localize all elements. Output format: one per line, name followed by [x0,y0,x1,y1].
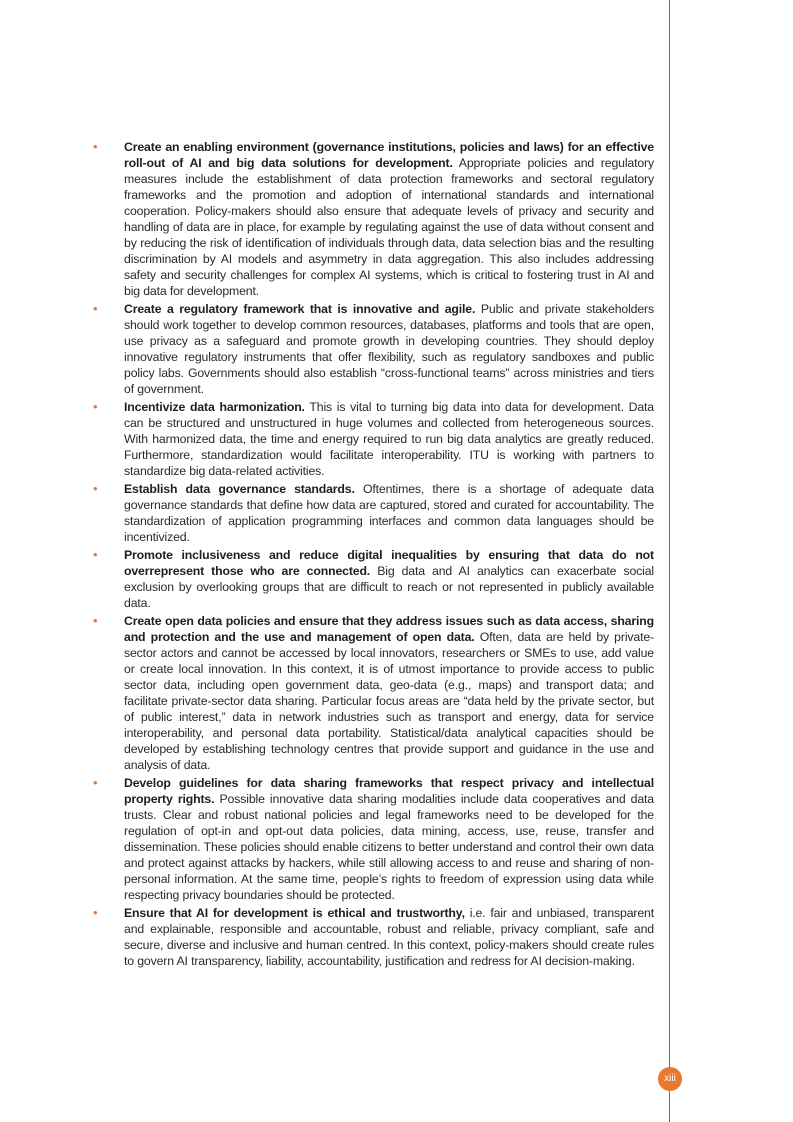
list-item [92,399,654,479]
bullet-heading: Ensure that AI for development is ethical and trustworthy, [124,906,465,920]
bullet-heading: Create an enabling environment (governance institutions, policies and laws) for an effective roll-out of AI and big data solutions for development. [124,140,654,170]
list-item [92,775,654,903]
bullet-text: Big data and AI analytics can exacerbate social exclusion by overlooking groups that are difficult to reach or not represented in publicly available data. [124,564,655,610]
bullet-heading: Incentivize data harmonization. [124,400,305,414]
bullet-icon: • [93,775,98,790]
bullet-icon: • [93,905,98,920]
bullet-text: Often, data are held by private-sector actors and cannot be accessed by local innovators, researchers or SMEs to use, add value or create local innovation. In this context, it is of utmost importance to provide access to public sector data, including open government data, geo-data (e.g., maps) and transport data; and facilitate private-sector data sharing. Particular focus areas are “data held by the private sector, but of public interest,” data in network industries such as transport and energy, data for service interoperability, and personal data portability. Statistical/data analytical capacities should be developed by establishing technology centres that provide support and guidance in the use and analysis of data. [124,630,654,772]
list-item [92,905,654,969]
bullet-icon: • [93,547,98,562]
bullet-icon: • [93,399,98,414]
list-item [92,481,654,545]
bullet-icon: • [93,613,98,628]
bullet-heading: Promote inclusiveness and reduce digital inequalities by ensuring that data do not overrepresent those who are connected. [124,548,654,578]
recommendation-list [92,139,654,969]
bullet-heading: Create a regulatory framework that is innovative and agile. [124,302,476,316]
list-item [92,301,654,397]
list-item [92,547,654,611]
bullet-text: i.e. fair and unbiased, transparent and explainable, responsible and accountable, robust and reliable, privacy compliant, safe and secure, diverse and inclusive and human centred. In this context, policy-makers should create rules to govern AI transparency, liability, accountability, justification and redress for AI decision-making. [124,906,654,968]
list-item [92,613,654,773]
bullet-text: This is vital to turning big data into data for development. Data can be structured and unstructured in huge volumes and collected from heterogeneous sources. With harmonized data, the time and energy required to run big data analytics are greatly reduced. Furthermore, standardization would facilitate interoperability. ITU is working with partners to standardize big data-related activities. [124,400,654,478]
bullet-text: Possible innovative data sharing modalities include data cooperatives and data trusts. Clear and robust national policies and legal frameworks need to be developed for the regulation of opt-in and opt-out data policies, data mining, access, use, reuse, transfer and dissemination. These policies should enable citizens to better understand and control their own data and protect against attacks by hackers, while still allowing access to and reuse and sharing of non-personal information. At the same time, people’s rights to freedom of expression using data while respecting privacy boundaries should be protected. [124,792,654,902]
bullet-icon: • [93,301,98,316]
bullet-heading: Establish data governance standards. [124,482,355,496]
bullet-text: Appropriate policies and regulatory measures include the establishment of data protection frameworks and sectoral regulatory frameworks and the promotion and adoption of international standards and international cooperation. Policy-makers should also ensure that adequate levels of privacy and security and handling of data are in place, for example by regulating against the use of data without consent and by reducing the risk of identification of individuals through data, data selection bias and the resulting discrimination by AI models and asymmetry in data aggregation. This also includes addressing safety and security challenges for complex AI systems, which is critical to fostering trust in AI and big data for development. [124,156,654,298]
page-margin-rule [669,0,670,1122]
list-item [92,139,654,299]
page-number-badge: xiii [658,1067,682,1091]
bullet-text: Public and private stakeholders should work together to develop common resources, databases, platforms and tools that are open, use privacy as a safeguard and promote growth in developing countries. They should deploy innovative regulatory instruments that offer flexibility, such as regulatory sandboxes and public policy labs. Governments should also establish “cross-functional teams” across ministries and tiers of government. [124,302,655,396]
bullet-heading: Create open data policies and ensure that they address issues such as data access, sharing and protection and the use and management of open data. [124,614,654,644]
document-body [92,139,654,971]
bullet-icon: • [93,481,98,496]
bullet-icon: • [93,139,98,154]
bullet-heading: Develop guidelines for data sharing frameworks that respect privacy and intellectual property rights. [124,776,654,806]
bullet-text: Oftentimes, there is a shortage of adequate data governance standards that define how data are captured, stored and curated for accountability. The standardization of application programming interfaces and common data languages should be incentivized. [124,482,654,544]
